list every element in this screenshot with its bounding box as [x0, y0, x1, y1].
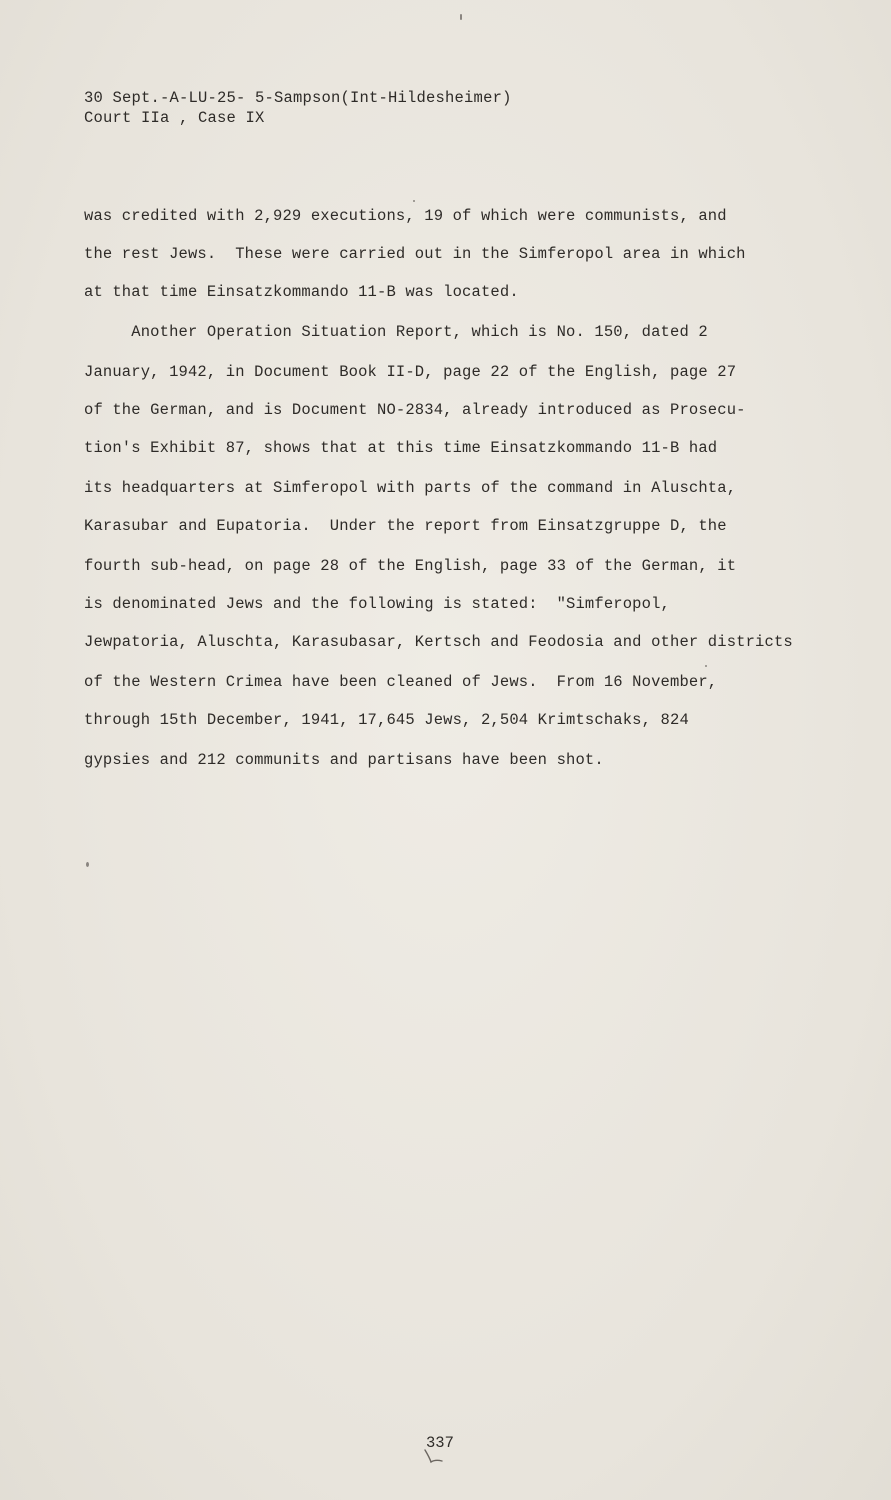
header-court-line: Court IIa , Case IX [84, 109, 265, 127]
text-line: through 15th December, 1941, 17,645 Jews, 2,504 Krimtschaks, 824 [84, 711, 689, 729]
paper-speck [460, 14, 462, 20]
text-line: Another Operation Situation Report, which is No. 150, dated 2 [84, 323, 708, 341]
text-line: January, 1942, in Document Book II-D, page 22 of the English, page 27 [84, 363, 737, 381]
paper-speck [413, 200, 415, 202]
text-line: of the German, and is Document NO-2834, already introduced as Prosecu- [84, 401, 746, 419]
text-line: at that time Einsatzkommando 11-B was located. [84, 283, 519, 301]
text-line: its headquarters at Simferopol with parts of the command in Aluschta, [84, 479, 737, 497]
text-line: was credited with 2,929 executions, 19 of which were communists, and [84, 207, 727, 225]
handwritten-mark-icon [422, 1448, 444, 1464]
header-session-line: 30 Sept.-A-LU-25- 5-Sampson(Int-Hildesheimer) [84, 89, 512, 107]
text-line: gypsies and 212 communits and partisans have been shot. [84, 751, 604, 769]
text-line: fourth sub-head, on page 28 of the English, page 33 of the German, it [84, 557, 737, 575]
text-line: of the Western Crimea have been cleaned of Jews. From 16 November, [84, 673, 718, 691]
text-line: tion's Exhibit 87, shows that at this time Einsatzkommando 11-B had [84, 439, 718, 457]
text-line: Jewpatoria, Aluschta, Karasubasar, Kertsch and Feodosia and other districts [84, 633, 793, 651]
text-line: Karasubar and Eupatoria. Under the report from Einsatzgruppe D, the [84, 517, 727, 535]
document-header [84, 88, 512, 128]
text-line: the rest Jews. These were carried out in the Simferopol area in which [84, 245, 746, 263]
paper-speck [86, 862, 89, 867]
page-number: 337 [426, 1434, 454, 1452]
text-line: is denominated Jews and the following is stated: "Simferopol, [84, 595, 670, 613]
paper-speck [705, 665, 707, 667]
